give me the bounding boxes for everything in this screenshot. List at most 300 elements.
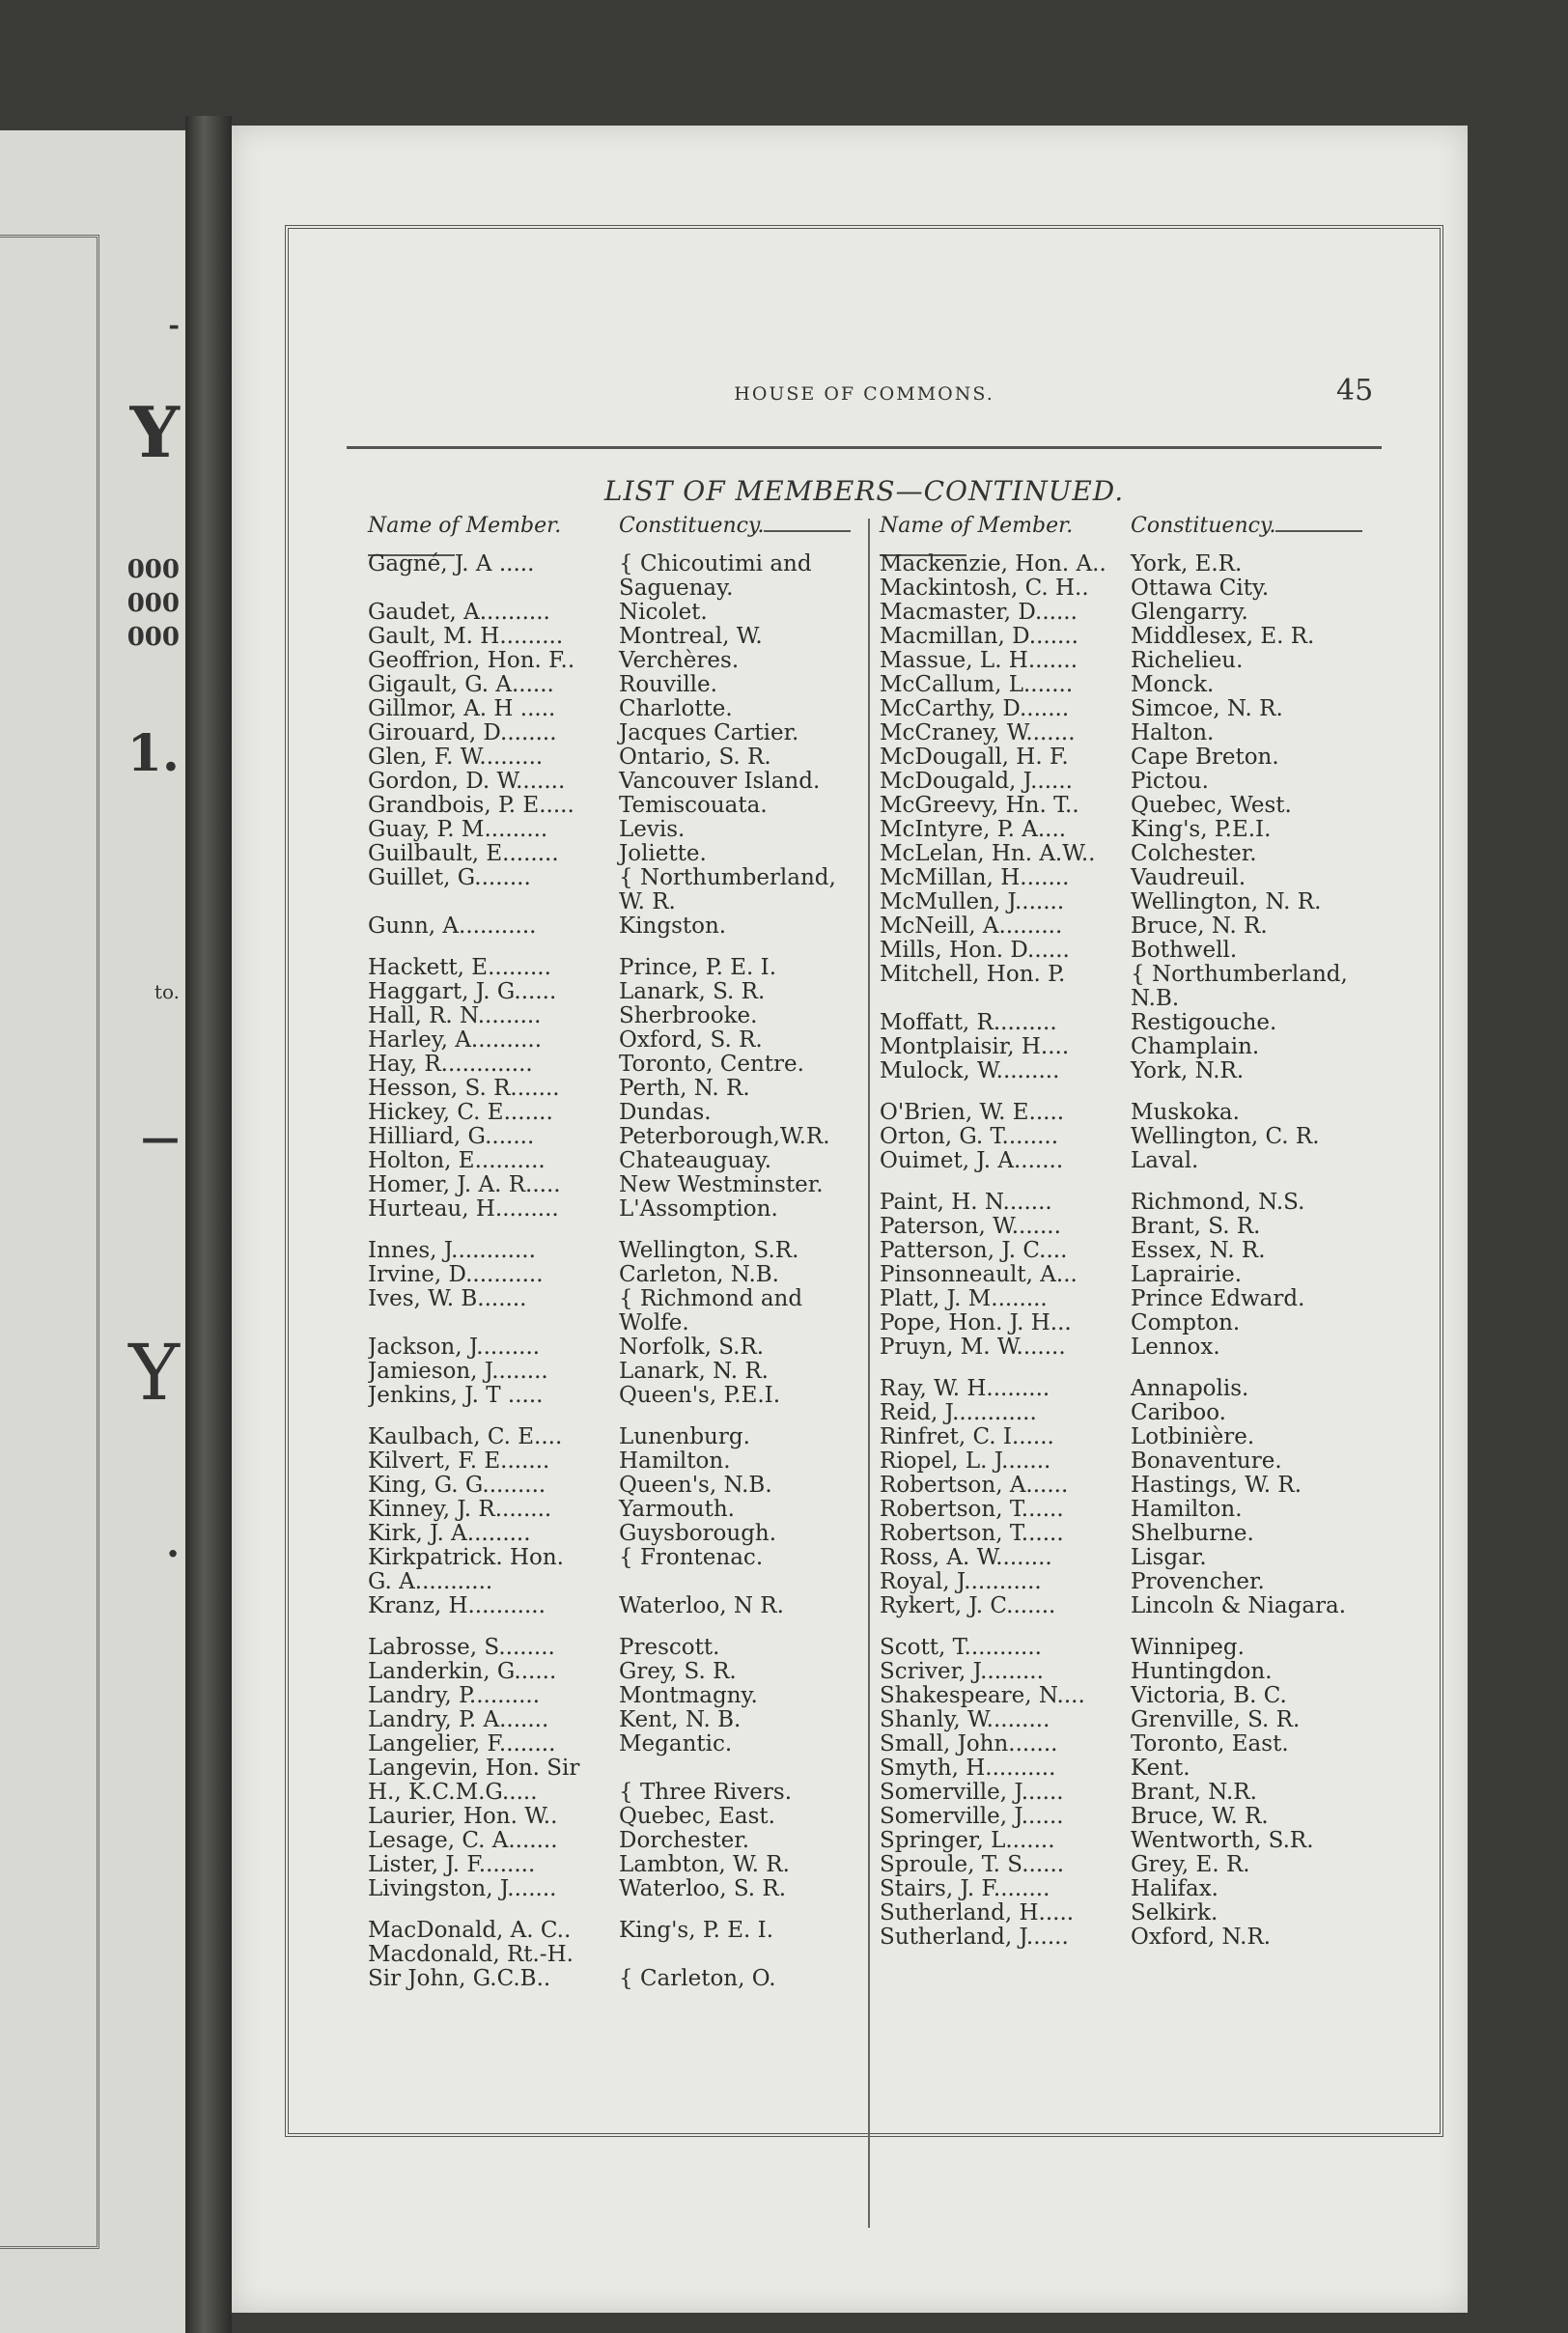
member-constituency: King's, P.E.I. <box>1131 817 1272 842</box>
member-entry <box>880 1636 1420 1660</box>
member-entry <box>880 1732 1420 1757</box>
member-constituency: Halifax. <box>1131 1876 1218 1901</box>
member-constituency: Grey, S. R. <box>619 1659 737 1684</box>
member-entry <box>880 1781 1420 1805</box>
column-headers <box>368 514 909 552</box>
member-name: Kranz, H........... <box>368 1594 546 1618</box>
member-name: Gordon, D. W....... <box>368 770 566 794</box>
member-constituency: Kingston. <box>619 914 727 939</box>
member-constituency: { Northumberland, <box>619 865 836 890</box>
head-rule <box>347 446 1382 449</box>
member-name: Montplaisir, H.... <box>880 1035 1070 1059</box>
member-name: Haggart, J. G...... <box>368 980 557 1004</box>
member-entry <box>368 625 909 649</box>
member-entry <box>368 794 909 818</box>
member-constituency: Dorchester. <box>619 1828 750 1853</box>
member-constituency: Restigouche. <box>1131 1010 1277 1035</box>
member-name: Hickey, C. E....... <box>368 1101 553 1125</box>
member-constituency: { Frontenac. <box>619 1545 764 1570</box>
member-constituency: Halton. <box>1131 720 1215 745</box>
member-constituency: Champlain. <box>1131 1034 1260 1059</box>
member-name: Reid, J............ <box>880 1401 1037 1425</box>
member-constituency: Huntingdon. <box>1131 1659 1273 1684</box>
member-name: McCarthy, D....... <box>880 697 1070 721</box>
header-name-of-member: Name of Member. <box>880 514 1074 538</box>
member-name: King, G. G......... <box>368 1474 546 1498</box>
member-name: Livingston, J....... <box>368 1877 557 1901</box>
member-entry <box>368 1570 909 1594</box>
member-name: Ouimet, J. A....... <box>880 1149 1064 1173</box>
member-name: Kirkpatrick. Hon. <box>368 1546 564 1570</box>
member-name: Rinfret, C. I...... <box>880 1425 1054 1449</box>
member-entry <box>368 1498 909 1522</box>
member-entry <box>880 1925 1420 1950</box>
member-constituency: York, E.R. <box>1131 551 1243 576</box>
member-entry <box>368 1239 909 1263</box>
member-entry <box>880 1570 1420 1594</box>
member-name: Sproule, T. S...... <box>880 1853 1065 1877</box>
member-constituency: Simcoe, N. R. <box>1131 696 1283 721</box>
member-name: McNeill, A......... <box>880 914 1063 939</box>
member-constituency: Lisgar. <box>1131 1545 1207 1570</box>
member-constituency <box>619 1943 909 1967</box>
member-name: Labrosse, S........ <box>368 1636 555 1660</box>
member-name: Somerville, J...... <box>880 1805 1064 1829</box>
member-name: Laurier, Hon. W.. <box>368 1805 558 1829</box>
member-name: Hilliard, G....... <box>368 1125 535 1149</box>
member-entry <box>368 1474 909 1498</box>
member-constituency: Guysborough. <box>619 1521 777 1546</box>
member-name: Platt, J. M........ <box>880 1287 1048 1311</box>
member-list <box>368 552 909 1991</box>
member-name: Pruyn, M. W....... <box>880 1335 1066 1360</box>
member-entry <box>368 1287 909 1311</box>
left-fragment: 000 <box>126 589 180 618</box>
left-page-edge <box>0 130 185 2333</box>
member-name: Landry, P.......... <box>368 1684 541 1708</box>
member-name: Guillet, G........ <box>368 866 531 890</box>
member-entry <box>880 1546 1420 1570</box>
member-entry <box>880 1805 1420 1829</box>
member-constituency: Laprairie. <box>1131 1262 1243 1287</box>
page-number: 45 <box>1336 374 1374 408</box>
member-name <box>368 576 619 601</box>
member-name: McCallum, L....... <box>880 673 1074 697</box>
member-constituency: Bruce, N. R. <box>1131 914 1268 939</box>
member-constituency: Lincoln & Niagara. <box>1131 1593 1347 1618</box>
member-name: McGreevy, Hn. T.. <box>880 794 1079 818</box>
member-name: Kirk, J. A......... <box>368 1522 531 1546</box>
member-entry <box>368 1708 909 1732</box>
member-constituency: Bruce, W. R. <box>1131 1804 1269 1829</box>
left-fragment: to. <box>154 980 180 1003</box>
left-page-frame <box>0 235 99 2249</box>
member-entry <box>368 866 909 890</box>
member-name: Gaudet, A.......... <box>368 601 550 625</box>
member-constituency: Oxford, N.R. <box>1131 1925 1272 1950</box>
member-name <box>368 1311 619 1335</box>
member-entry <box>368 1636 909 1660</box>
member-entry <box>368 1853 909 1877</box>
member-constituency: Norfolk, S.R. <box>619 1335 765 1360</box>
member-entry <box>368 770 909 794</box>
member-constituency: Temiscouata. <box>619 793 768 818</box>
member-entry <box>368 649 909 673</box>
member-entry <box>880 1401 1420 1425</box>
member-name: Girouard, D........ <box>368 721 557 745</box>
list-title: LIST OF MEMBERS—CONTINUED. <box>603 475 1125 507</box>
member-list <box>880 552 1420 1950</box>
member-entry <box>368 914 909 939</box>
member-constituency: Waterloo, S. R. <box>619 1876 787 1901</box>
member-constituency: King's, P. E. I. <box>619 1918 774 1943</box>
member-name: McCraney, W....... <box>880 721 1076 745</box>
member-name: Pinsonneault, A... <box>880 1263 1078 1287</box>
member-constituency: W. R. <box>619 889 676 914</box>
member-entry <box>368 1028 909 1053</box>
member-entry <box>880 890 1420 914</box>
member-name: Gagné, J. A ..... <box>368 552 535 576</box>
member-entry <box>368 1004 909 1028</box>
member-name: Glen, F. W......... <box>368 745 544 770</box>
member-name: Macmaster, D...... <box>880 601 1078 625</box>
member-constituency: Saguenay. <box>619 576 734 601</box>
member-name: Mitchell, Hon. P. <box>880 963 1066 987</box>
member-entry <box>368 1101 909 1125</box>
member-constituency: Levis. <box>619 817 686 842</box>
member-name: Harley, A.......... <box>368 1028 543 1053</box>
member-entry <box>368 1684 909 1708</box>
left-column <box>368 514 909 1991</box>
member-entry <box>880 649 1420 673</box>
member-entry <box>880 1425 1420 1449</box>
member-constituency: Megantic. <box>619 1731 733 1757</box>
member-entry <box>368 1732 909 1757</box>
member-entry <box>880 1287 1420 1311</box>
member-constituency: Kent. <box>1131 1756 1190 1781</box>
member-name: Holton, E.......... <box>368 1149 546 1173</box>
member-constituency: Quebec, East. <box>619 1804 775 1829</box>
member-entry <box>368 842 909 866</box>
member-entry <box>880 601 1420 625</box>
member-constituency: Wentworth, S.R. <box>1131 1828 1314 1853</box>
column-headers <box>880 514 1420 552</box>
member-constituency: Perth, N. R. <box>619 1076 750 1101</box>
member-entry <box>880 1449 1420 1474</box>
member-entry <box>368 1125 909 1149</box>
member-name: Sutherland, H..... <box>880 1901 1075 1925</box>
member-entry <box>368 697 909 721</box>
member-name: Langevin, Hon. Sir <box>368 1757 580 1781</box>
member-name: G. A........... <box>368 1570 493 1594</box>
left-fragment: . <box>166 1521 180 1566</box>
left-fragment: 000 <box>126 555 180 584</box>
member-name: McDougall, H. F. <box>880 745 1069 770</box>
member-constituency: Muskoka. <box>1131 1100 1240 1125</box>
member-constituency: Wellington, C. R. <box>1131 1124 1320 1149</box>
member-entry <box>368 1943 909 1967</box>
member-constituency: Lunenburg. <box>619 1424 750 1449</box>
member-name: Lister, J. F........ <box>368 1853 536 1877</box>
member-entry <box>368 552 909 576</box>
member-entry <box>368 1360 909 1384</box>
member-constituency: Yarmouth. <box>619 1497 735 1522</box>
member-entry <box>368 1263 909 1287</box>
member-name: Jenkins, J. T ..... <box>368 1384 544 1408</box>
member-constituency: Bothwell. <box>1131 938 1238 963</box>
member-constituency: Ontario, S. R. <box>619 745 771 770</box>
member-name: Ives, W. B....... <box>368 1287 527 1311</box>
member-entry <box>880 794 1420 818</box>
member-constituency: Wellington, S.R. <box>619 1238 799 1263</box>
member-entry <box>880 1059 1420 1083</box>
member-constituency: Oxford, S. R. <box>619 1027 763 1053</box>
member-constituency: Ottawa City. <box>1131 576 1270 601</box>
member-entry <box>880 1335 1420 1360</box>
member-name: Grandbois, P. E..... <box>368 794 574 818</box>
member-entry <box>368 1053 909 1077</box>
member-entry <box>880 1853 1420 1877</box>
member-constituency: Shelburne. <box>1131 1521 1254 1546</box>
member-name: Landry, P. A....... <box>368 1708 549 1732</box>
member-entry <box>368 1077 909 1101</box>
member-constituency: Cape Breton. <box>1131 745 1279 770</box>
member-constituency: Wellington, N. R. <box>1131 889 1322 914</box>
member-entry <box>880 1035 1420 1059</box>
member-name: Rykert, J. C....... <box>880 1594 1056 1618</box>
member-name: Paint, H. N....... <box>880 1191 1052 1215</box>
member-constituency: Cariboo. <box>1131 1400 1226 1425</box>
member-name: McMillan, H....... <box>880 866 1070 890</box>
member-entry <box>880 818 1420 842</box>
member-constituency: Joliette. <box>619 841 707 866</box>
member-constituency: Chateauguay. <box>619 1148 772 1173</box>
member-constituency: Lotbinière. <box>1131 1424 1255 1449</box>
member-constituency: Hastings, W. R. <box>1131 1473 1302 1498</box>
member-name: Gault, M. H......... <box>368 625 564 649</box>
member-entry <box>880 1522 1420 1546</box>
member-entry <box>368 1660 909 1684</box>
member-constituency: Lambton, W. R. <box>619 1852 790 1877</box>
member-entry <box>880 552 1420 576</box>
member-name: Hay, R............. <box>368 1053 533 1077</box>
member-constituency: Kent, N. B. <box>619 1707 742 1732</box>
member-entry <box>880 939 1420 963</box>
member-entry <box>880 1263 1420 1287</box>
member-entry <box>880 1125 1420 1149</box>
member-constituency: Hamilton. <box>619 1448 731 1474</box>
member-entry <box>880 1829 1420 1853</box>
member-constituency: Toronto, East. <box>1131 1731 1289 1757</box>
member-entry <box>368 601 909 625</box>
member-name: Sir John, G.C.B.. <box>368 1967 551 1991</box>
member-name: Hesson, S. R....... <box>368 1077 560 1101</box>
member-name: Small, John....... <box>880 1732 1058 1757</box>
left-fragment: - <box>168 309 180 341</box>
member-constituency: L'Assomption. <box>619 1196 778 1222</box>
member-constituency: Lennox. <box>1131 1335 1220 1360</box>
member-entry <box>368 1757 909 1781</box>
member-constituency: Prince Edward. <box>1131 1286 1305 1311</box>
column-divider <box>868 519 870 2228</box>
member-constituency: Middlesex, E. R. <box>1131 624 1315 649</box>
member-entry <box>880 987 1420 1011</box>
member-entry <box>880 1191 1420 1215</box>
member-name: Irvine, D........... <box>368 1263 544 1287</box>
member-name: Smyth, H.......... <box>880 1757 1056 1781</box>
member-constituency: Waterloo, N R. <box>619 1593 784 1618</box>
member-constituency: Prince, P. E. I. <box>619 955 776 980</box>
member-constituency: Annapolis. <box>1131 1376 1249 1401</box>
member-constituency: { Chicoutimi and <box>619 551 812 576</box>
header-constituency: Constituency. <box>619 514 765 538</box>
member-constituency: Provencher. <box>1131 1569 1265 1594</box>
member-name: Geoffrion, Hon. F.. <box>368 649 575 673</box>
member-name: Homer, J. A. R..... <box>368 1173 561 1197</box>
member-entry <box>368 673 909 697</box>
left-fragment: Y <box>129 391 180 473</box>
member-name: Gigault, G. A...... <box>368 673 554 697</box>
member-constituency: Essex, N. R. <box>1131 1238 1266 1263</box>
member-name: Springer, L....... <box>880 1829 1055 1853</box>
member-entry <box>368 890 909 914</box>
member-constituency: Brant, N.R. <box>1131 1780 1257 1805</box>
member-name: Robertson, T...... <box>880 1522 1064 1546</box>
member-entry <box>368 980 909 1004</box>
member-entry <box>880 1474 1420 1498</box>
member-constituency: Prescott. <box>619 1635 720 1660</box>
member-entry <box>880 721 1420 745</box>
member-name: Landerkin, G...... <box>368 1660 557 1684</box>
member-entry <box>368 1805 909 1829</box>
member-name: Sutherland, J...... <box>880 1925 1069 1950</box>
member-constituency: N.B. <box>1131 986 1180 1011</box>
left-fragment: 000 <box>126 623 180 652</box>
member-entry <box>368 1197 909 1222</box>
member-constituency: New Westminster. <box>619 1172 824 1197</box>
member-name: Robertson, T...... <box>880 1498 1064 1522</box>
member-entry <box>368 576 909 601</box>
member-constituency: Dundas. <box>619 1100 712 1125</box>
member-constituency: Montmagny. <box>619 1683 758 1708</box>
member-entry <box>880 1149 1420 1173</box>
member-constituency: York, N.R. <box>1131 1058 1245 1083</box>
member-name: H., K.C.M.G..... <box>368 1781 538 1805</box>
member-entry <box>880 914 1420 939</box>
member-entry <box>368 1173 909 1197</box>
member-constituency: Lanark, N. R. <box>619 1359 769 1384</box>
member-name: McDougald, J...... <box>880 770 1073 794</box>
member-name: Hurteau, H......... <box>368 1197 559 1222</box>
member-name: Riopel, L. J....... <box>880 1449 1051 1474</box>
member-name: Gillmor, A. H ..... <box>368 697 556 721</box>
member-name: Ross, A. W........ <box>880 1546 1052 1570</box>
page <box>232 126 1468 2313</box>
member-name: McMullen, J....... <box>880 890 1065 914</box>
member-name: Kaulbach, C. E.... <box>368 1425 563 1449</box>
member-name: Paterson, W....... <box>880 1215 1061 1239</box>
member-entry <box>368 1594 909 1618</box>
member-constituency: Vaudreuil. <box>1131 865 1246 890</box>
member-constituency: Hamilton. <box>1131 1497 1243 1522</box>
member-entry <box>880 576 1420 601</box>
member-constituency: Glengarry. <box>1131 600 1248 625</box>
member-name: Macdonald, Rt.-H. <box>368 1943 574 1967</box>
member-constituency: Colchester. <box>1131 841 1257 866</box>
member-name: Patterson, J. C.... <box>880 1239 1068 1263</box>
member-name: Scriver, J......... <box>880 1660 1044 1684</box>
member-name: Innes, J............ <box>368 1239 536 1263</box>
member-constituency: { Northumberland, <box>1131 962 1348 987</box>
member-constituency: Brant, S. R. <box>1131 1214 1261 1239</box>
member-entry <box>880 842 1420 866</box>
member-entry <box>880 1684 1420 1708</box>
member-name: Somerville, J...... <box>880 1781 1064 1805</box>
member-constituency: Selkirk. <box>1131 1900 1218 1925</box>
member-constituency: Richelieu. <box>1131 648 1244 673</box>
member-entry <box>880 1011 1420 1035</box>
running-head: HOUSE OF COMMONS. <box>734 383 994 405</box>
member-entry <box>368 1311 909 1335</box>
member-entry <box>880 1215 1420 1239</box>
member-name: Langelier, F........ <box>368 1732 556 1757</box>
member-entry <box>880 625 1420 649</box>
member-entry <box>368 721 909 745</box>
member-name <box>368 890 619 914</box>
member-constituency: Jacques Cartier. <box>619 720 799 745</box>
member-entry <box>368 1384 909 1408</box>
member-constituency: Pictou. <box>1131 769 1209 794</box>
member-name: Royal, J........... <box>880 1570 1042 1594</box>
member-constituency: Queen's, P.E.I. <box>619 1383 781 1408</box>
member-constituency: Toronto, Centre. <box>619 1052 804 1077</box>
member-constituency: Monck. <box>1131 672 1215 697</box>
member-name: Hall, R. N......... <box>368 1004 542 1028</box>
member-constituency: Laval. <box>1131 1148 1199 1173</box>
member-constituency: { Carleton, O. <box>619 1966 776 1991</box>
member-entry <box>880 1311 1420 1335</box>
member-name: Hackett, E......... <box>368 956 551 980</box>
member-entry <box>368 1335 909 1360</box>
member-name: Guilbault, E........ <box>368 842 559 866</box>
member-name: Massue, L. H....... <box>880 649 1078 673</box>
member-name: Kilvert, F. E....... <box>368 1449 550 1474</box>
member-name: Shakespeare, N.... <box>880 1684 1085 1708</box>
page-border <box>285 225 1443 2137</box>
member-constituency: Wolfe. <box>619 1310 689 1335</box>
member-entry <box>368 1967 909 1991</box>
member-entry <box>368 745 909 770</box>
member-entry <box>880 1901 1420 1925</box>
member-name: Gunn, A........... <box>368 914 537 939</box>
member-name: Kinney, J. R........ <box>368 1498 552 1522</box>
left-fragment: — <box>141 1115 180 1161</box>
right-column <box>880 514 1420 1950</box>
member-entry <box>880 1877 1420 1901</box>
member-entry <box>880 963 1420 987</box>
member-entry <box>880 1377 1420 1401</box>
member-entry <box>880 697 1420 721</box>
member-name: Mackenzie, Hon. A.. <box>880 552 1106 576</box>
member-constituency: Winnipeg. <box>1131 1635 1245 1660</box>
member-entry <box>368 1149 909 1173</box>
member-constituency: { Richmond and <box>619 1286 803 1311</box>
member-name: Scott, T........... <box>880 1636 1042 1660</box>
member-constituency: Queen's, N.B. <box>619 1473 772 1498</box>
member-entry <box>368 1781 909 1805</box>
member-name: Guay, P. M......... <box>368 818 548 842</box>
book-gutter <box>185 116 232 2333</box>
